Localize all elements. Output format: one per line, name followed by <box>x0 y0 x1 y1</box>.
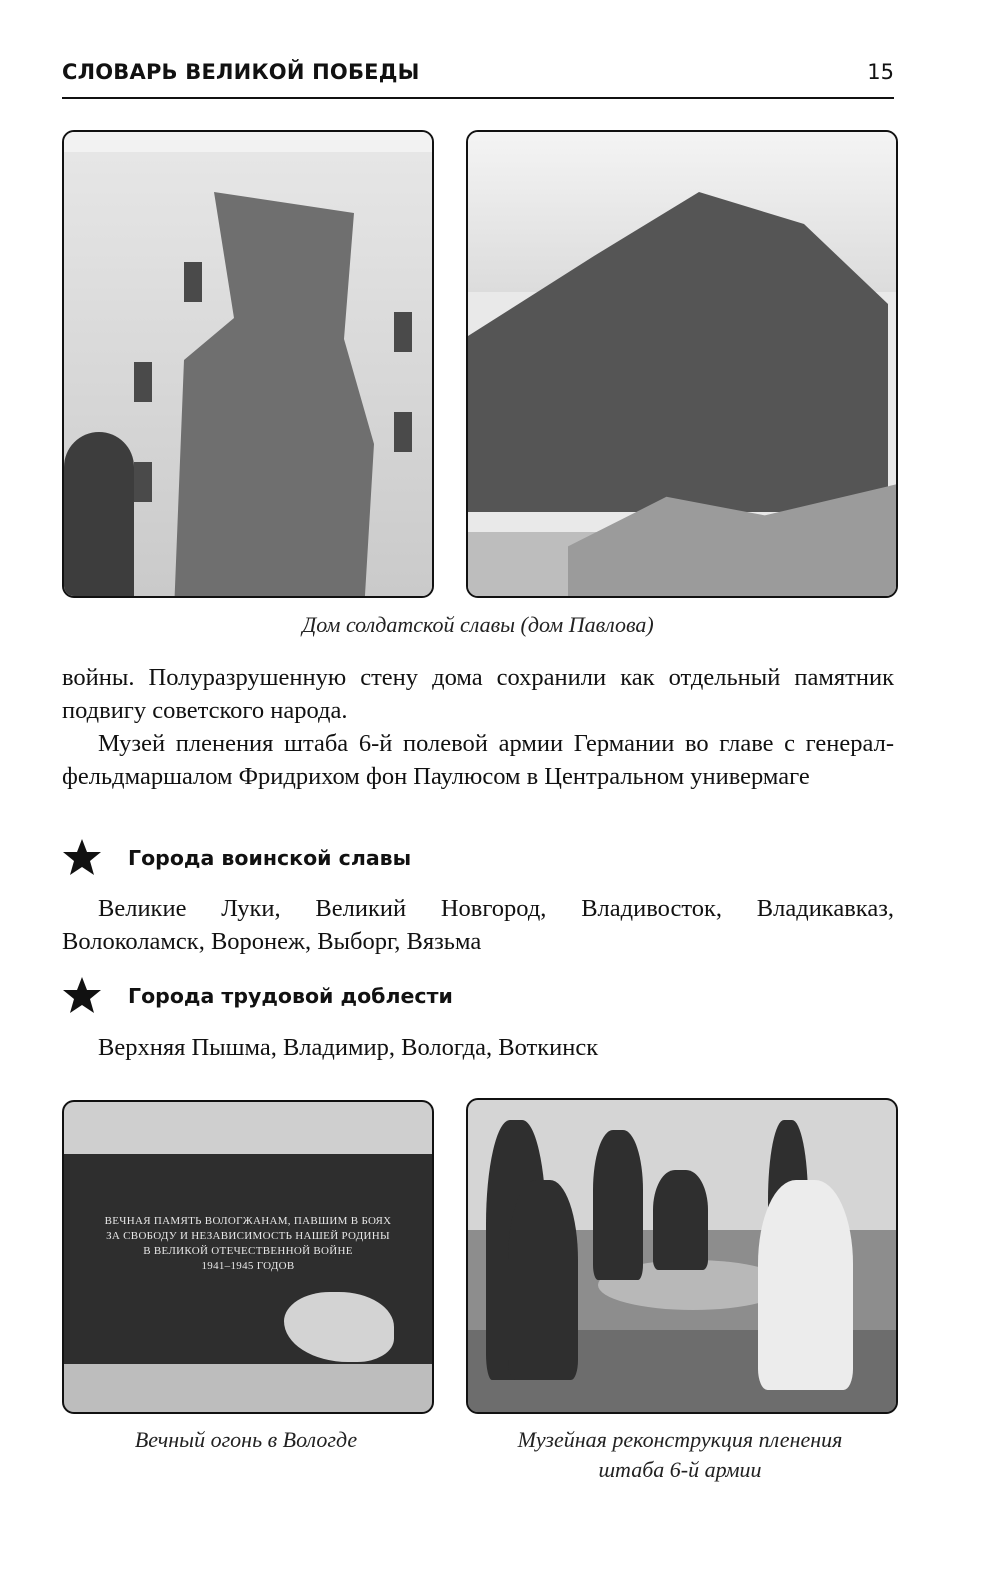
photo-museum-reconstruction <box>466 1098 898 1414</box>
photo-eternal-flame-vologda <box>62 1100 434 1414</box>
page-number: 15 <box>867 60 894 84</box>
star-icon <box>62 838 102 878</box>
section-heading-labor-valor <box>62 976 453 1016</box>
caption-museum-line-2: штаба 6-й армии <box>598 1457 762 1482</box>
caption-eternal-flame: Вечный огонь в Вологде <box>134 1427 358 1452</box>
section-heading-military-glory <box>62 838 411 878</box>
caption-pavlov-house: Дом солдатской славы (дом Павлова) <box>302 612 654 637</box>
memorial-inscription: ВЕЧНАЯ ПАМЯТЬ ВОЛОГЖАНАМ, ПАВШИМ В БОЯХ ЗА СВОБОДУ И НЕЗАВИСИМОСТЬ НАШЕЙ РОДИНЫ В ВЕЛИКОЙ ОТЕЧЕСТВЕННОЙ ВОЙНЕ 1941–1945 ГОДОВ <box>104 1215 392 1272</box>
star-icon <box>62 976 102 1016</box>
header-rule <box>62 97 894 99</box>
running-title: СЛОВАРЬ ВЕЛИКОЙ ПОБЕДЫ <box>62 60 420 84</box>
list-cities-military-glory: Великие Луки, Великий Новгород, Владивосток, Владикавказ, Волоколамск, Воронеж, Выборг, Вязьма <box>62 895 894 955</box>
section-title: Города воинской славы <box>128 846 412 870</box>
photo-pavlov-house-memorial <box>62 130 434 598</box>
photo-pavlov-house-ruins <box>466 130 898 598</box>
list-cities-labor-valor: Верхняя Пышма, Владимир, Вологда, Воткинск <box>98 1034 599 1061</box>
paragraph-paulus-museum: Музей пленения штаба 6-й полевой армии Германии во главе с генерал-фельдмаршалом Фридрихом фон Паулюсом в Центральном универмаге <box>62 730 894 790</box>
section-title: Города трудовой доблести <box>128 984 453 1008</box>
caption-museum-line-1: Музейная реконструкция пленения <box>517 1427 843 1452</box>
paragraph-pavlov-wall: войны. Полуразрушенную стену дома сохранили как отдельный памятник подвигу советского народа. <box>62 664 894 724</box>
